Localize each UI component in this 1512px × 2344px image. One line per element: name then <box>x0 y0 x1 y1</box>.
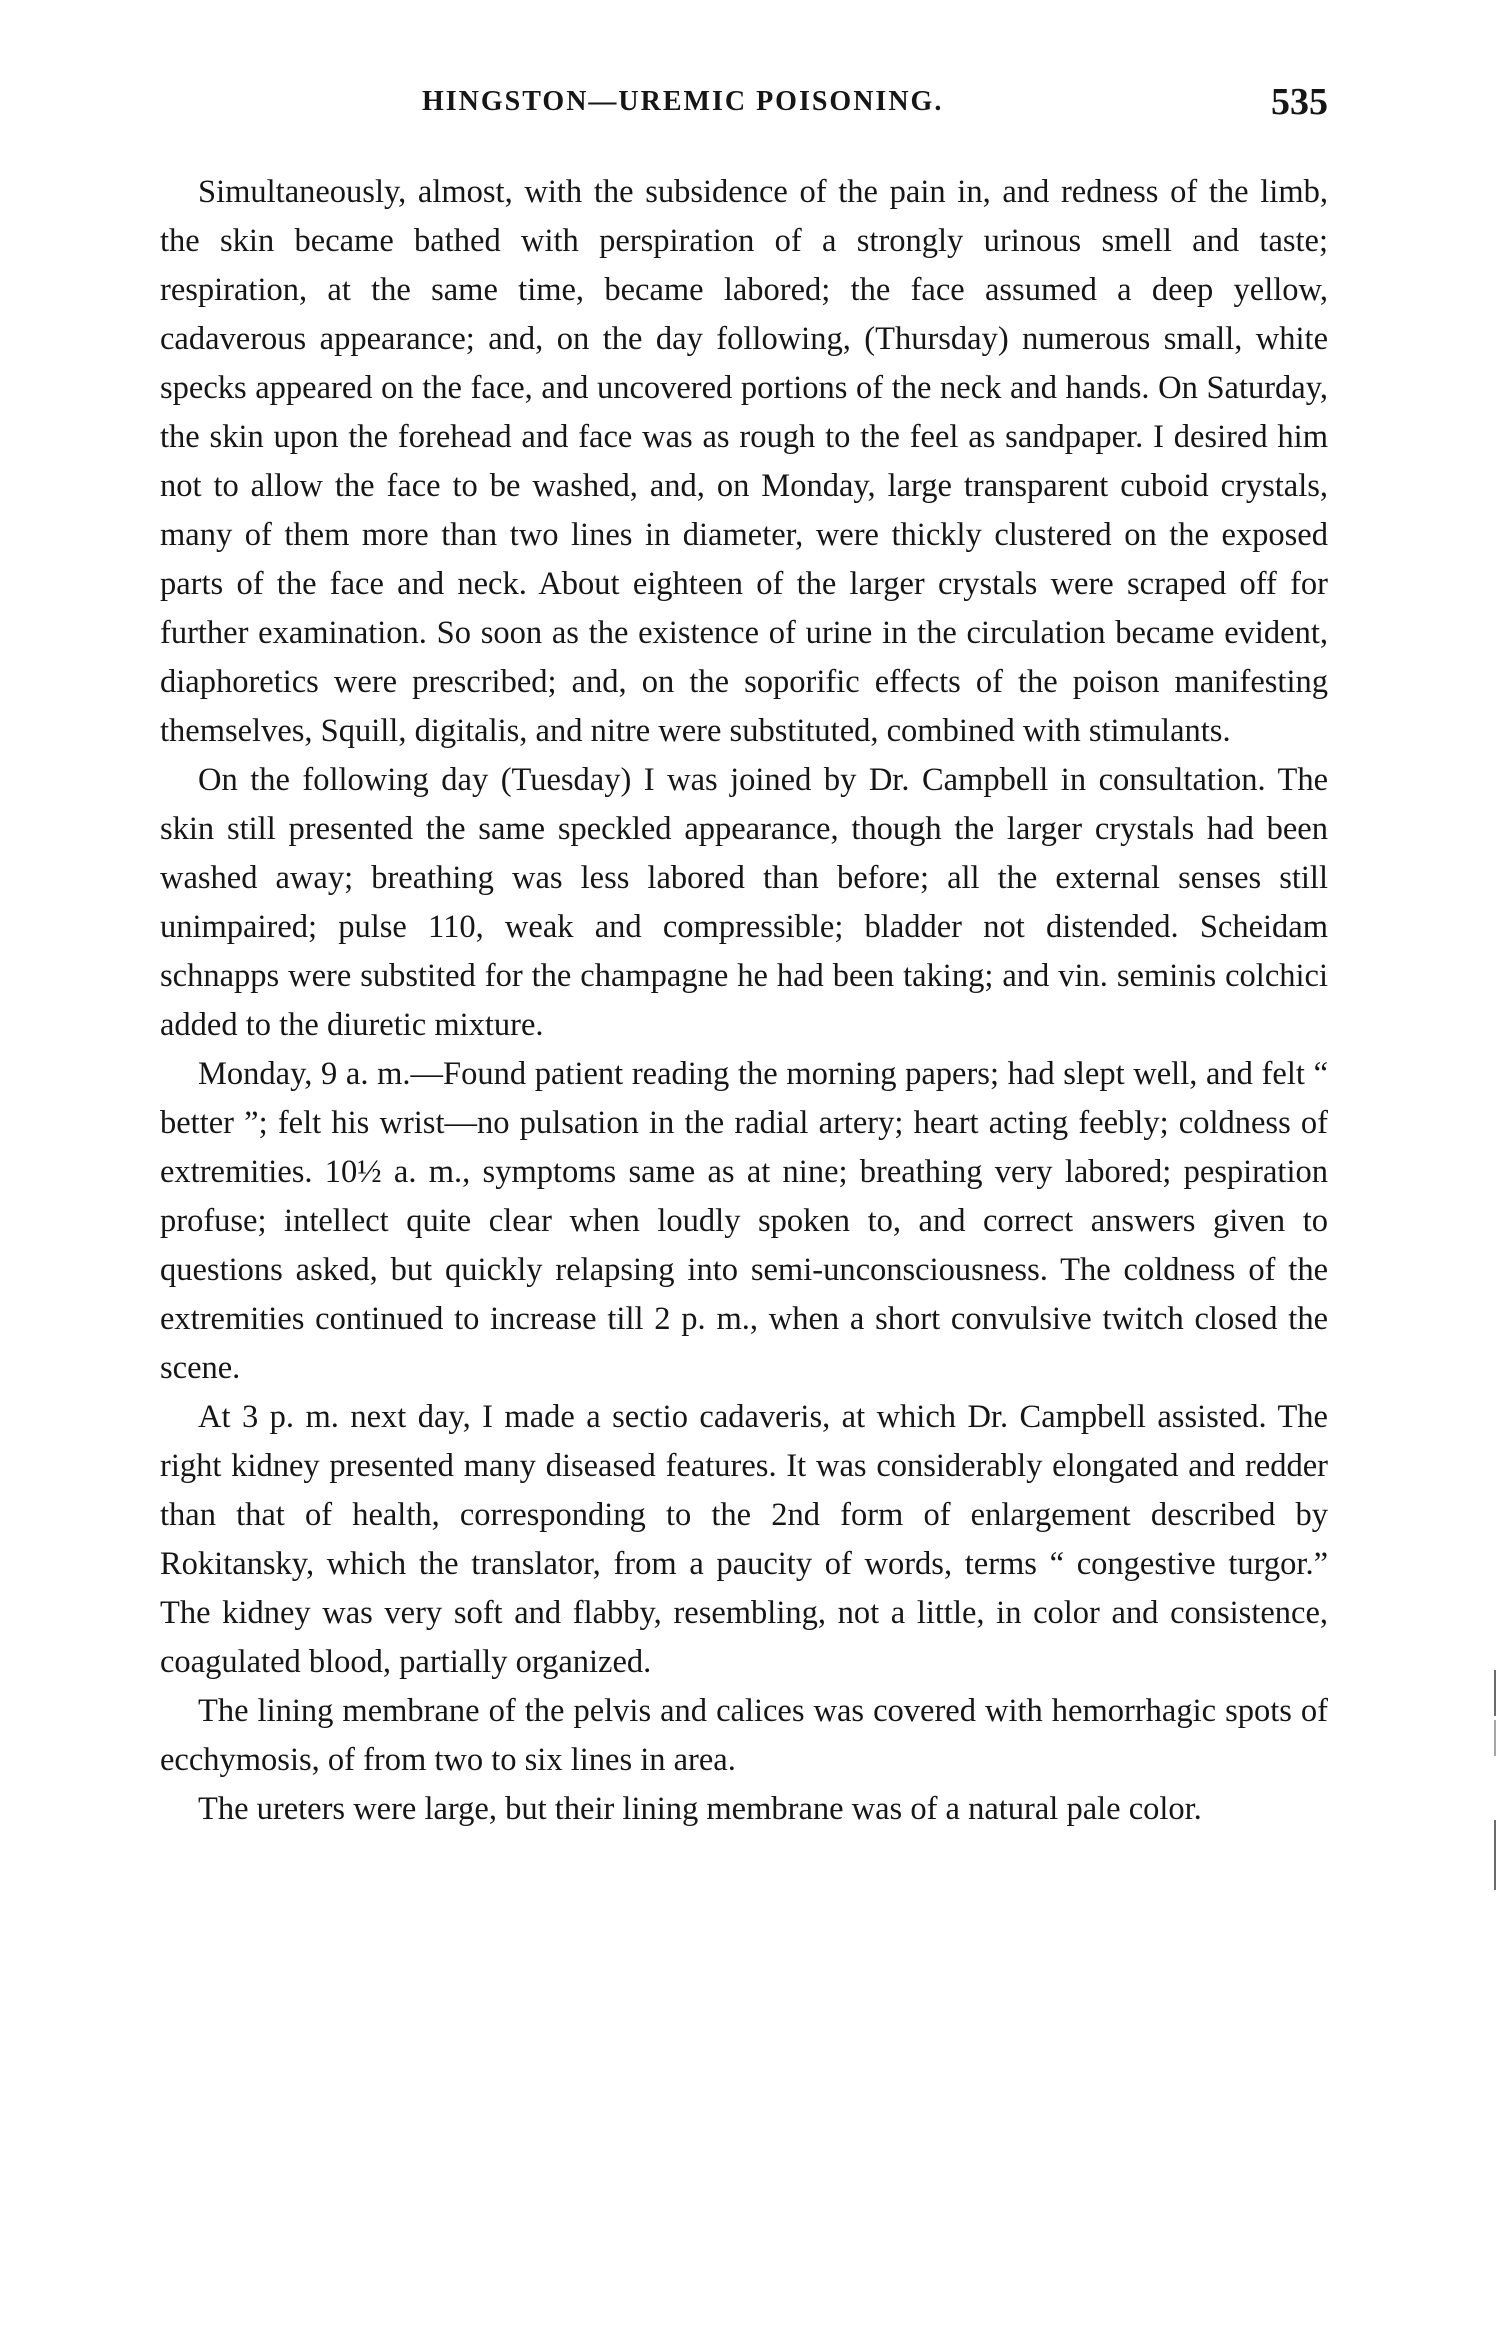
paragraph-symptoms: Simultaneously, almost, with the subsidence of the pain in, and redness of the limb, the skin became bathed with perspiration of a strongly urinous smell and taste; respiration, at the same time, became labored; the face assumed a deep yellow, cadaverous appearance; and, on the day following, (Thursday) numerous small, white specks appeared on the face, and uncovered portions of the neck and hands. On Saturday, the skin upon the forehead and face was as rough to the feel as sandpaper. I desired him not to allow the face to be washed, and, on Monday, large transparent cuboid crystals, many of them more than two lines in diameter, were thickly clustered on the exposed parts of the face and neck. About eighteen of the larger crystals were scraped off for further examination. So soon as the existence of urine in the circulation became evident, diaphoretics were prescribed; and, on the soporific effects of the poison manifesting themselves, Squill, digitalis, and nitre were substituted, combined with stimulants. <box>160 174 1328 749</box>
running-title: HINGSTON—UREMIC POISONING. <box>422 86 944 117</box>
page-number: 535 <box>1271 81 1328 123</box>
running-head <box>160 81 1328 130</box>
scan-margin-line <box>1494 1670 1496 1716</box>
paragraph-autopsy: At 3 p. m. next day, I made a sectio cadaveris, at which Dr. Campbell assisted. The right kidney presented many diseased features. It was considerably elongated and redder than that of health, corresponding to the 2nd form of enlargement described by Rokitansky, which the translator, from a paucity of words, terms “ congestive turgor.” The kidney was very soft and flabby, resembling, not a little, in color and consistence, coagulated blood, partially organized. <box>160 1399 1328 1680</box>
paragraph-monday: Monday, 9 a. m.—Found patient reading the morning papers; had slept well, and felt “ better ”; felt his wrist—no pulsation in the radial artery; heart acting feebly; coldness of extremities. 10½ a. m., symptoms same as at nine; breathing very labored; pespiration profuse; intellect quite clear when loudly spoken to, and correct answers given to questions asked, but quickly relapsing into semi-unconsciousness. The coldness of the extremities continued to increase till 2 p. m., when a short convulsive twitch closed the scene. <box>160 1056 1328 1386</box>
paragraph-consultation: On the following day (Tuesday) I was joined by Dr. Campbell in consultation. The skin still presented the same speckled appearance, though the larger crystals had been washed away; breathing was less labored than before; all the external senses still unimpaired; pulse 110, weak and compressible; bladder not distended. Scheidam schnapps were substited for the champagne he had been taking; and vin. seminis colchici added to the diuretic mixture. <box>160 762 1328 1043</box>
scan-margin-line <box>1494 1720 1496 1756</box>
paragraph-ureters: The ureters were large, but their lining membrane was of a natural pale color. <box>198 1791 1202 1827</box>
paragraph-pelvis: The lining membrane of the pelvis and calices was covered with hemorrhagic spots of ecchymosis, of from two to six lines in area. <box>160 1693 1328 1778</box>
body-text <box>160 168 1328 1834</box>
scan-margin-line <box>1494 1820 1496 1890</box>
